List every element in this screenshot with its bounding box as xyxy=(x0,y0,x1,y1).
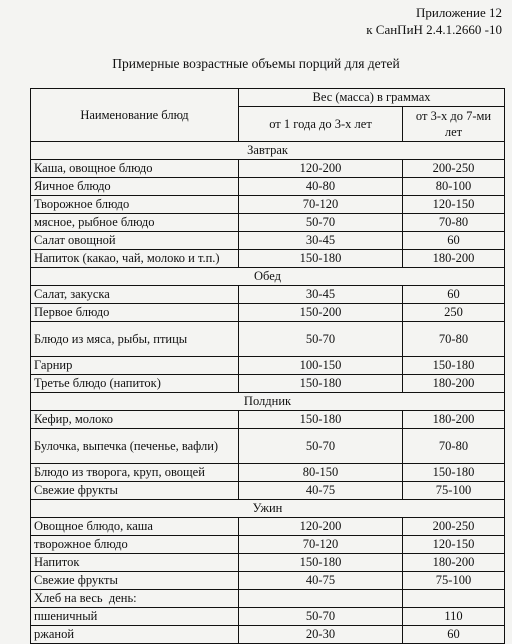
table-row xyxy=(31,411,505,429)
sanpin-reference: к СанПиН 2.4.1.2660 -10 xyxy=(366,22,502,37)
weight-age-1-3: 80-150 xyxy=(239,464,403,482)
dish-name: Яичное блюдо xyxy=(31,178,239,196)
table-row xyxy=(31,536,505,554)
weight-age-3-7: 110 xyxy=(403,608,505,626)
weight-age-1-3: 30-45 xyxy=(239,232,403,250)
weight-age-3-7: 200-250 xyxy=(403,518,505,536)
table-row xyxy=(31,626,505,644)
table-row xyxy=(31,464,505,482)
table-row xyxy=(31,304,505,322)
bread-type: ржаной xyxy=(31,626,239,644)
weight-age-1-3: 150-180 xyxy=(239,375,403,393)
dish-name: Кефир, молоко xyxy=(31,411,239,429)
section-title: Ужин xyxy=(31,500,505,518)
weight-age-3-7: 150-180 xyxy=(403,464,505,482)
weight-age-1-3: 40-75 xyxy=(239,572,403,590)
section-row xyxy=(31,500,505,518)
dish-name: Блюдо из мяса, рыбы, птицы xyxy=(31,322,239,357)
empty-cell xyxy=(239,590,403,608)
weight-age-3-7: 180-200 xyxy=(403,554,505,572)
dish-name: Напиток xyxy=(31,554,239,572)
table-row xyxy=(31,482,505,500)
table-row xyxy=(31,322,505,357)
document-title: Примерные возрастные объемы порций для детей xyxy=(112,56,400,71)
weight-age-3-7: 120-150 xyxy=(403,196,505,214)
dish-name: Гарнир xyxy=(31,357,239,375)
dish-name: Булочка, выпечка (печенье, вафли) xyxy=(31,429,239,464)
table-row xyxy=(31,286,505,304)
weight-age-1-3: 50-70 xyxy=(239,322,403,357)
weight-age-1-3: 120-200 xyxy=(239,160,403,178)
weight-age-1-3: 20-30 xyxy=(239,626,403,644)
dish-name: мясное, рыбное блюдо xyxy=(31,214,239,232)
table-row xyxy=(31,160,505,178)
weight-age-3-7: 180-200 xyxy=(403,375,505,393)
section-row xyxy=(31,268,505,286)
appendix-reference xyxy=(366,4,502,38)
dish-name: Салат овощной xyxy=(31,232,239,250)
dish-name: Каша, овощное блюдо xyxy=(31,160,239,178)
weight-age-1-3: 40-75 xyxy=(239,482,403,500)
table-row xyxy=(31,518,505,536)
weight-age-1-3: 50-70 xyxy=(239,429,403,464)
dish-name: Салат, закуска xyxy=(31,286,239,304)
header-age-1-3: от 1 года до 3-х лет xyxy=(239,107,403,142)
weight-age-3-7: 80-100 xyxy=(403,178,505,196)
weight-age-3-7: 200-250 xyxy=(403,160,505,178)
appendix-number: Приложение 12 xyxy=(415,5,502,20)
dish-name: Первое блюдо xyxy=(31,304,239,322)
weight-age-3-7: 60 xyxy=(403,286,505,304)
weight-age-1-3: 150-200 xyxy=(239,304,403,322)
dish-name: Блюдо из творога, круп, овощей xyxy=(31,464,239,482)
table-row xyxy=(31,178,505,196)
weight-age-1-3: 100-150 xyxy=(239,357,403,375)
dish-name: Творожное блюдо xyxy=(31,196,239,214)
table-row xyxy=(31,196,505,214)
dish-name: творожное блюдо xyxy=(31,536,239,554)
header-weight: Вес (масса) в граммах xyxy=(239,89,505,107)
table-row xyxy=(31,554,505,572)
dish-name: Третье блюдо (напиток) xyxy=(31,375,239,393)
weight-age-1-3: 150-180 xyxy=(239,250,403,268)
weight-age-3-7: 120-150 xyxy=(403,536,505,554)
bread-heading-row xyxy=(31,590,505,608)
table-row xyxy=(31,214,505,232)
portion-table xyxy=(30,88,505,644)
section-title: Обед xyxy=(31,268,505,286)
weight-age-1-3: 150-180 xyxy=(239,554,403,572)
dish-name: Свежие фрукты xyxy=(31,482,239,500)
weight-age-3-7: 60 xyxy=(403,626,505,644)
weight-age-1-3: 50-70 xyxy=(239,608,403,626)
bread-heading: Хлеб на весь день: xyxy=(31,590,239,608)
table-row xyxy=(31,357,505,375)
header-age-3-7: от 3-х до 7-ми лет xyxy=(403,107,505,142)
weight-age-1-3: 50-70 xyxy=(239,214,403,232)
weight-age-1-3: 40-80 xyxy=(239,178,403,196)
header-dish-name: Наименование блюд xyxy=(31,89,239,142)
weight-age-1-3: 70-120 xyxy=(239,536,403,554)
section-title: Завтрак xyxy=(31,142,505,160)
weight-age-3-7: 60 xyxy=(403,232,505,250)
section-row xyxy=(31,142,505,160)
weight-age-3-7: 70-80 xyxy=(403,214,505,232)
table-body xyxy=(31,142,505,644)
dish-name: Свежие фрукты xyxy=(31,572,239,590)
table-row xyxy=(31,250,505,268)
empty-cell xyxy=(403,590,505,608)
weight-age-3-7: 70-80 xyxy=(403,429,505,464)
weight-age-3-7: 250 xyxy=(403,304,505,322)
weight-age-3-7: 70-80 xyxy=(403,322,505,357)
dish-name: Овощное блюдо, каша xyxy=(31,518,239,536)
table-row xyxy=(31,232,505,250)
weight-age-3-7: 180-200 xyxy=(403,250,505,268)
table-row xyxy=(31,608,505,626)
weight-age-3-7: 180-200 xyxy=(403,411,505,429)
weight-age-3-7: 150-180 xyxy=(403,357,505,375)
weight-age-3-7: 75-100 xyxy=(403,482,505,500)
section-title: Полдник xyxy=(31,393,505,411)
dish-name: Напиток (какао, чай, молоко и т.п.) xyxy=(31,250,239,268)
section-row xyxy=(31,393,505,411)
weight-age-1-3: 30-45 xyxy=(239,286,403,304)
weight-age-1-3: 150-180 xyxy=(239,411,403,429)
table-row xyxy=(31,375,505,393)
bread-type: пшеничный xyxy=(31,608,239,626)
weight-age-3-7: 75-100 xyxy=(403,572,505,590)
table-row xyxy=(31,429,505,464)
weight-age-1-3: 70-120 xyxy=(239,196,403,214)
table-row xyxy=(31,572,505,590)
weight-age-1-3: 120-200 xyxy=(239,518,403,536)
